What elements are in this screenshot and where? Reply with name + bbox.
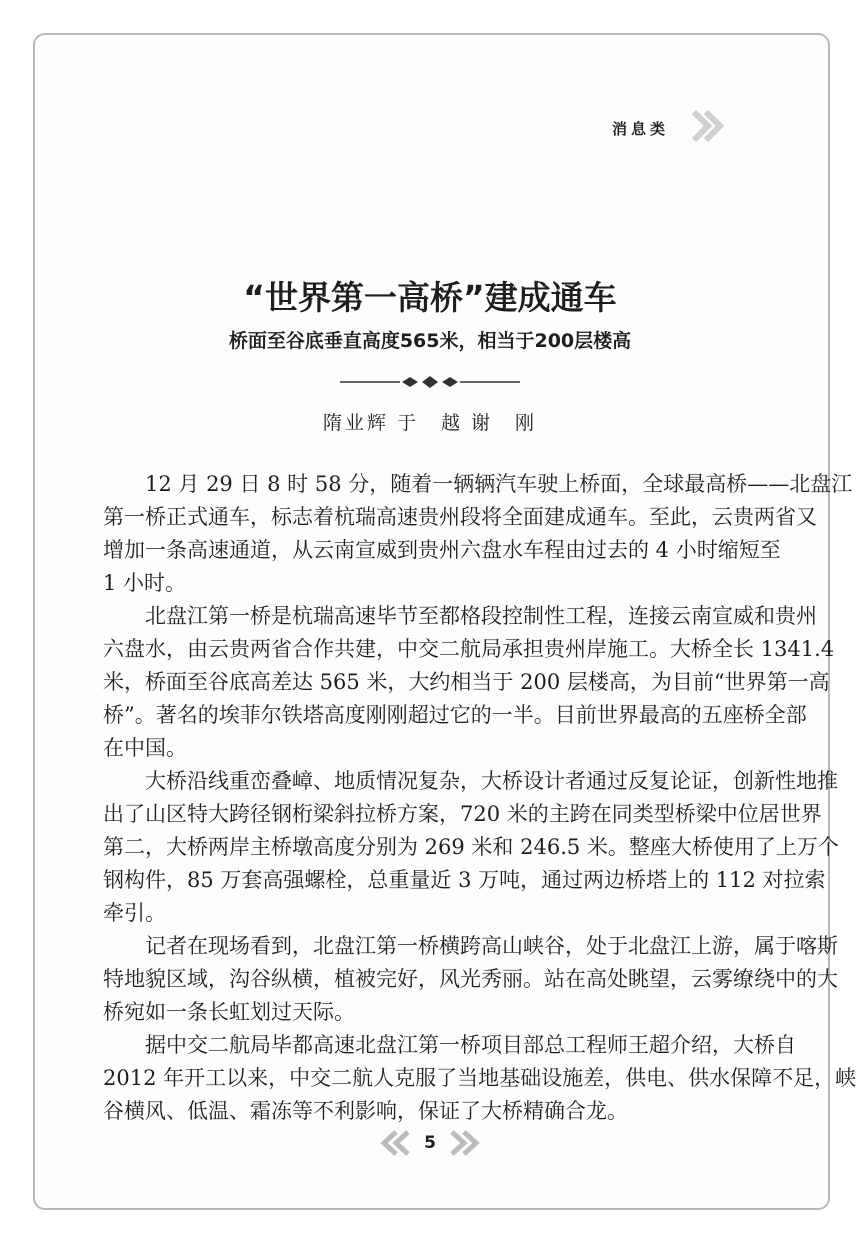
paragraph-line: 第二，大桥两岸主桥墩高度分别为 269 米和 246.5 米。整座大桥使用了上万个 [103, 835, 839, 859]
article-authors [0, 408, 860, 435]
paragraph-line: 12 月 29 日 8 时 58 分，随着一辆辆汽车驶上桥面，全球最高桥——北盘江 [145, 472, 853, 496]
paragraph-line: 米，桥面至谷底高差达 565 米，大约相当于 200 层楼高，为目前“世界第一高 [103, 670, 830, 694]
paragraph-line: 桥宛如一条长虹划过天际。 [103, 1000, 355, 1024]
paragraph-line: 大桥沿线重峦叠嶂、地质情况复杂，大桥设计者通过反复论证，创新性地推 [145, 769, 838, 793]
paragraph-line: 记者在现场看到，北盘江第一桥横跨高山峡谷，处于北盘江上游，属于喀斯 [145, 934, 838, 958]
article-title: “世界第一高桥”建成通车 [243, 278, 617, 317]
chevron-decoration-icon [690, 108, 726, 144]
section-header: 消息类 [612, 120, 670, 138]
author: 隋业辉 [322, 412, 389, 434]
article-body [103, 468, 857, 1128]
paragraph-line: 在中国。 [103, 736, 187, 760]
paragraph-line: 牵引。 [103, 901, 166, 925]
paragraph-line: 1 小时。 [103, 571, 187, 595]
page-number: 5 [424, 1133, 436, 1153]
paragraph-line: 谷横风、低温、霜冻等不利影响，保证了大桥精确合龙。 [103, 1099, 628, 1123]
paragraph-line: 六盘水，由云贵两省合作共建，中交二航局承担贵州岸施工。大桥全长 1341.4 [103, 637, 835, 661]
article-subtitle: 桥面至谷底垂直高度565米，相当于200层楼高 [228, 330, 632, 352]
paragraph-line: 2012 年开工以来，中交二航人克服了当地基础设施差，供电、供水保障不足，峡 [103, 1066, 857, 1090]
paragraph-line: 出了山区特大跨径钢桁梁斜拉桥方案，720 米的主跨在同类型桥梁中位居世界 [103, 802, 822, 826]
ornament-divider-icon [340, 372, 520, 392]
chevron-right-icon [450, 1130, 490, 1156]
paragraph-line: 第一桥正式通车，标志着杭瑞高速贵州段将全面建成通车。至此，云贵两省又 [103, 505, 817, 529]
paragraph-line: 特地貌区域，沟谷纵横，植被完好，风光秀丽。站在高处眺望，云雾缭绕中的大 [103, 967, 838, 991]
author: 谢 刚 [471, 412, 538, 434]
author: 于 越 [396, 412, 463, 434]
paragraph-line: 钢构件，85 万套高强螺栓，总重量近 3 万吨，通过两边桥塔上的 112 对拉索 [103, 868, 826, 892]
paragraph-line: 北盘江第一桥是杭瑞高速毕节至都格段控制性工程，连接云南宣威和贵州 [145, 604, 817, 628]
paragraph-line: 桥”。著名的埃菲尔铁塔高度刚刚超过它的一半。目前世界最高的五座桥全部 [103, 703, 807, 727]
paragraph-line: 增加一条高速通道，从云南宣威到贵州六盘水车程由过去的 4 小时缩短至 [103, 538, 781, 562]
paragraph-line: 据中交二航局毕都高速北盘江第一桥项目部总工程师王超介绍，大桥自 [145, 1033, 796, 1057]
